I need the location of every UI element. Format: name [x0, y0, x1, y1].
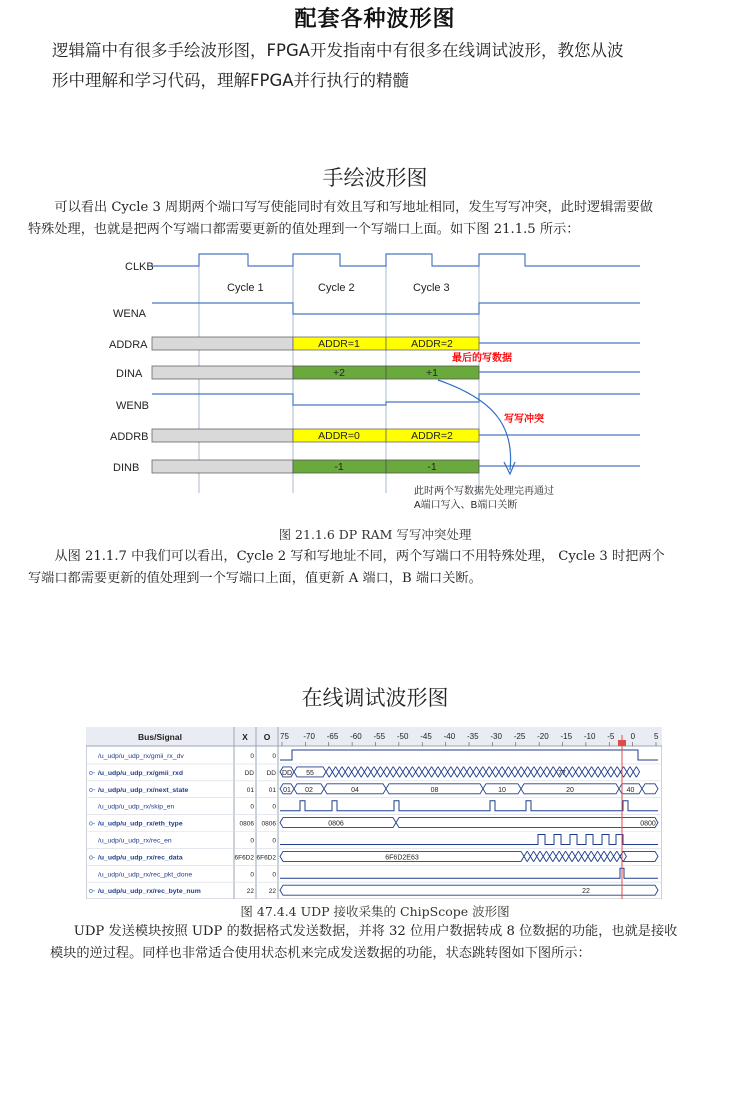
hand-paragraph-2-line-1: 从图 21.1.7 中我们可以看出，Cycle 2 写和写地址不同，两个写端口不用特殊处理， Cycle 3 时把两个 [54, 549, 665, 564]
tick-label: 0 [630, 732, 636, 741]
dina-idle [152, 366, 293, 379]
signal-name: /u_udp/u_udp_rx/skip_en [98, 803, 175, 811]
rec-data-label: 6F6D2E63 [385, 854, 419, 862]
dinb-idle [152, 460, 293, 473]
next-state-label: 01 [283, 786, 291, 794]
next-state-label: 10 [498, 786, 506, 794]
addrb-value-2: ADDR=2 [411, 430, 453, 442]
signal-x-value: 0 [250, 753, 254, 760]
online-paragraph-line-2: 模块的逆过程。同样也非常适合使用状态机来完成发送数据的功能，状态跳转图如下图所示： [50, 945, 591, 961]
signal-name: /u_udp/u_udp_rx/rec_en [98, 837, 172, 845]
tick-label: -10 [583, 732, 596, 741]
label-addrb: ADDRB [110, 431, 149, 443]
signal-name: /u_udp/u_udp_rx/next_state [98, 786, 189, 794]
signal-name: /u_udp/u_udp_rx/gmii_rxd [98, 769, 183, 777]
eth-type-label-0806: 0806 [328, 820, 344, 828]
col-header-x: X [242, 732, 248, 742]
note-bottom-line-1: 此时两个写数据先处理完再通过 [414, 486, 554, 497]
online-paragraph-line-1: UDP 发送模块按照 UDP 的数据格式发送数据，并将 32 位用户数据转成 8 位数据的功能，也就是接收 [73, 924, 678, 939]
signal-x-value: 0 [250, 871, 254, 879]
gmii-rxd-label-dd: DD [281, 769, 293, 777]
signal-x-value: 22 [246, 888, 254, 896]
dina-value-1: +2 [333, 367, 345, 379]
page-title: 配套各种波形图 [294, 7, 456, 32]
signal-o-value: DD [266, 769, 276, 777]
signal-x-value: 0 [250, 803, 254, 811]
note-bottom-line-2: A端口写入、B端口关断 [414, 500, 518, 511]
gmii-rxd-label-77: 77 [558, 769, 566, 777]
dina-value-2: +1 [426, 367, 438, 379]
eth-type-label-0800: 0800 [640, 820, 656, 828]
clkb-wave [152, 254, 640, 266]
addrb-idle [152, 429, 293, 442]
col-header-o: O [263, 732, 271, 742]
addra-value-2: ADDR=2 [411, 338, 453, 350]
hand-figure-caption: 图 21.1.6 DP RAM 写写冲突处理 [278, 527, 472, 542]
wenb-wave [152, 394, 640, 405]
signal-o-value: 0 [272, 837, 276, 845]
signal-o-value: 0 [272, 871, 276, 879]
addra-value-1: ADDR=1 [318, 338, 360, 350]
label-dina: DINA [116, 368, 143, 380]
label-clkb: CLKB [125, 261, 154, 273]
gmii-rxd-label-55: 55 [306, 769, 314, 777]
tick-label: -15 [560, 732, 573, 741]
signal-o-value: 0 [272, 803, 276, 811]
hand-paragraph-2-line-2: 写端口都需要更新的值处理到一个写端口上面，值更新 A 端口，B 端口关断。 [28, 570, 482, 586]
signal-name: /u_udp/u_udp_rx/rec_pkt_done [98, 871, 193, 879]
tick-label: -20 [537, 732, 549, 741]
online-figure-caption: 图 47.4.4 UDP 接收采集的 ChipScope 波形图 [240, 904, 510, 919]
signal-x-value: 6F6D2 [234, 854, 254, 862]
note-last-write: 最后的写数据 [452, 353, 512, 364]
next-state-label: 08 [430, 786, 439, 794]
hand-timing-diagram [0, 248, 750, 518]
intro-line-2: 形中理解和学习代码，理解FPGA并行执行的精髓 [52, 71, 410, 90]
signal-x-value: 0 [250, 837, 254, 845]
cycle-2-label: Cycle 2 [318, 282, 355, 294]
rec-byte-num-label: 22 [582, 888, 590, 896]
next-state-label: 20 [566, 786, 574, 794]
signal-x-value: DD [244, 769, 254, 777]
hand-waveform-heading: 手绘波形图 [322, 166, 428, 190]
label-wena: WENA [113, 308, 146, 320]
addra-idle [152, 337, 293, 350]
bus-expand-icon: o- [89, 820, 96, 828]
next-state-label: 02 [305, 786, 313, 794]
signal-o-value: 0806 [261, 820, 276, 828]
cycle-1-label: Cycle 1 [227, 282, 264, 294]
hand-paragraph-1-line-1: 可以看出 Cycle 3 周期两个端口写写使能同时有效且写和写地址相同，发生写写冲突，此时逻辑需要做 [54, 200, 653, 215]
cursor-marker [618, 740, 626, 746]
next-state-label: 04 [351, 786, 359, 794]
bus-expand-icon: o- [89, 888, 96, 896]
signal-x-value: 01 [246, 786, 254, 794]
bus-expand-icon: o- [89, 786, 96, 794]
signal-o-value: 01 [268, 786, 276, 794]
tick-label: -45 [420, 732, 432, 741]
col-header-signal: Bus/Signal [138, 732, 182, 742]
signal-o-value: 0 [272, 753, 276, 760]
addrb-value-1: ADDR=0 [318, 430, 360, 442]
signal-o-value: 22 [268, 888, 276, 896]
tick-label: -70 [303, 732, 315, 741]
tick-label: -55 [373, 732, 386, 741]
tick-label: 5 [654, 732, 659, 741]
hand-paragraph-2 [28, 546, 733, 589]
label-wenb: WENB [116, 400, 149, 412]
chipscope-waveform [86, 727, 662, 899]
tick-label: -50 [396, 732, 409, 741]
intro-text [52, 36, 722, 96]
bus-expand-icon: o- [89, 854, 96, 862]
tick-label: -35 [467, 732, 479, 741]
online-paragraph [50, 921, 740, 964]
note-conflict: 写写冲突 [504, 414, 544, 425]
hand-paragraph-1-line-2: 特殊处理，也就是把两个写端口都需要更新的值处理到一个写端口上面。如下图 21.1.5 所示： [28, 221, 580, 237]
dinb-value-2: -1 [427, 461, 437, 473]
tick-label: -30 [490, 732, 502, 741]
dinb-value-1: -1 [334, 461, 344, 473]
label-dinb: DINB [113, 462, 140, 474]
bus-expand-icon: o- [89, 769, 96, 777]
tick-label: -40 [443, 732, 456, 741]
signal-name: /u_udp/u_udp_rx/rec_byte_num [98, 888, 201, 896]
cycle-3-label: Cycle 3 [413, 282, 450, 294]
next-state-label: 40 [626, 786, 635, 794]
label-addra: ADDRA [109, 339, 148, 351]
tick-label: -65 [326, 732, 339, 741]
tick-label: 75 [280, 732, 289, 741]
intro-line-1: 逻辑篇中有很多手绘波形图，FPGA开发指南中有很多在线调试波形，教您从波 [52, 41, 624, 60]
wena-wave [152, 303, 640, 314]
hand-paragraph-1 [28, 197, 728, 240]
signal-name: /u_udp/u_udp_rx/eth_type [98, 820, 183, 828]
tick-label: -5 [607, 732, 615, 741]
signal-o-value: 6F6D2 [256, 854, 276, 862]
signal-name: /u_udp/u_udp_rx/gmii_rx_dv [98, 753, 184, 760]
signal-x-value: 0806 [239, 820, 254, 828]
signal-name: /u_udp/u_udp_rx/rec_data [98, 854, 183, 862]
tick-label: -60 [350, 732, 362, 741]
tick-label: -25 [513, 732, 526, 741]
online-waveform-heading: 在线调试波形图 [301, 686, 449, 710]
